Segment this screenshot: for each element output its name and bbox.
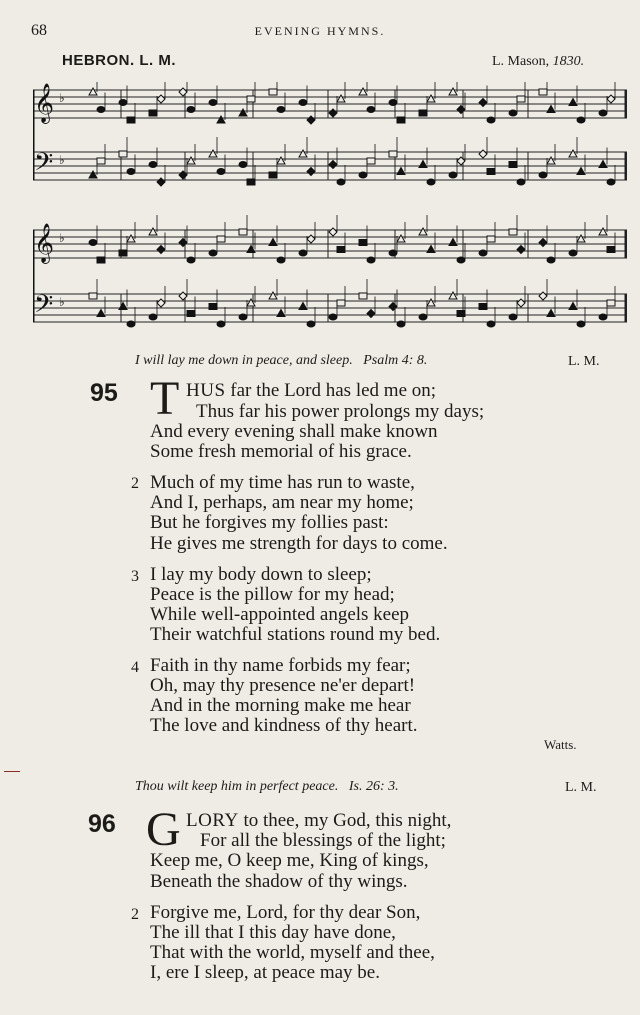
- note-head: [157, 299, 165, 307]
- note-head: [209, 304, 217, 310]
- hymn-95-line: And every evening shall make known: [150, 421, 438, 442]
- bass-clef-icon: 𝄢: [34, 290, 54, 325]
- note-head: [307, 235, 315, 243]
- hymn-96-line: I, ere I sleep, at peace may be.: [150, 962, 380, 983]
- note-head: [547, 310, 555, 317]
- hymn-95-line: Peace is the pillow for my head;: [150, 584, 395, 605]
- note-head: [569, 150, 577, 157]
- flat-icon: ♭: [59, 91, 65, 105]
- note-head: [247, 96, 255, 102]
- note-head: [277, 310, 285, 317]
- note-head: [299, 250, 307, 256]
- note-head: [427, 179, 435, 185]
- treble-clef-icon: 𝄞: [34, 83, 55, 123]
- note-head: [337, 300, 345, 306]
- note-head: [187, 311, 195, 317]
- hymn-95-line: Thus far his power prolongs my days;: [196, 401, 485, 422]
- note-head: [89, 171, 97, 178]
- note-head: [119, 100, 127, 106]
- note-head: [149, 314, 157, 320]
- note-head: [187, 107, 195, 113]
- music-score: [33, 82, 627, 334]
- note-head: [457, 311, 465, 317]
- note-head: [359, 293, 367, 299]
- note-head: [149, 162, 157, 168]
- note-head: [517, 179, 525, 185]
- note-head: [509, 314, 517, 320]
- note-head: [457, 157, 465, 165]
- note-head: [269, 292, 277, 299]
- note-head: [119, 250, 127, 256]
- note-head: [299, 150, 307, 157]
- composer-name: L. Mason,: [492, 54, 550, 69]
- note-head: [547, 106, 555, 113]
- note-head: [389, 303, 397, 311]
- hymn-96-line: Beneath the shadow of thy wings.: [150, 871, 408, 892]
- note-head: [307, 116, 315, 124]
- note-head: [217, 321, 225, 327]
- note-head: [449, 172, 457, 178]
- note-head: [607, 179, 615, 185]
- note-head: [539, 292, 547, 300]
- note-head: [419, 161, 427, 168]
- hymn-95-reference: Psalm 4: 8.: [363, 353, 428, 368]
- note-head: [157, 178, 165, 186]
- stanza-number: 2: [131, 475, 139, 492]
- note-head: [239, 109, 247, 116]
- hymn-95-line: I lay my body down to sleep;: [150, 564, 372, 585]
- note-head: [479, 99, 487, 107]
- note-head: [389, 100, 397, 106]
- note-head: [547, 257, 555, 263]
- note-head: [247, 179, 255, 185]
- note-head: [539, 89, 547, 95]
- note-head: [479, 250, 487, 256]
- note-head: [487, 321, 495, 327]
- note-head: [179, 88, 187, 96]
- stanza-number: 4: [131, 659, 139, 676]
- hymn-95-line: But he forgives my follies past:: [150, 512, 389, 533]
- note-head: [89, 88, 97, 95]
- note-head: [209, 100, 217, 106]
- note-head: [487, 117, 495, 123]
- hymn-96-number: 96: [88, 810, 116, 838]
- note-head: [337, 179, 345, 185]
- note-head: [247, 246, 255, 253]
- hymn-96-reference: Is. 26: 3.: [348, 779, 399, 794]
- note-head: [449, 88, 457, 95]
- note-head: [187, 257, 195, 263]
- note-head: [397, 235, 405, 242]
- bass-clef-icon: 𝄢: [34, 148, 54, 183]
- note-head: [329, 314, 337, 320]
- note-head: [157, 95, 165, 103]
- hymn-96-line: That with the world, myself and thee,: [150, 942, 435, 963]
- note-head: [607, 247, 615, 253]
- hymn-96-line: The ill that I this day have done,: [150, 922, 396, 943]
- note-head: [299, 303, 307, 310]
- note-head: [419, 314, 427, 320]
- note-head: [179, 239, 187, 247]
- note-head: [607, 300, 615, 306]
- note-head: [569, 303, 577, 310]
- note-head: [277, 257, 285, 263]
- note-head: [179, 171, 187, 179]
- note-head: [457, 106, 465, 114]
- hymn-96-meter: L. M.: [565, 780, 597, 795]
- note-head: [479, 304, 487, 310]
- hymn-95-line: Some fresh memorial of his grace.: [150, 441, 412, 462]
- hymn-95-line: Their watchful stations round my bed.: [150, 624, 441, 645]
- note-head: [239, 162, 247, 168]
- note-head: [97, 310, 105, 317]
- note-head: [367, 310, 375, 318]
- note-head: [517, 246, 525, 254]
- note-head: [299, 100, 307, 106]
- note-head: [337, 247, 345, 253]
- stanza-number: 3: [131, 568, 139, 585]
- note-head: [277, 157, 285, 164]
- treble-clef-icon: 𝄞: [34, 223, 55, 263]
- hymn-95-line: And I, perhaps, am near my home;: [150, 492, 414, 513]
- note-head: [599, 110, 607, 116]
- note-head: [599, 161, 607, 168]
- note-head: [577, 168, 585, 175]
- hymn-95-line: He gives me strength for days to come.: [150, 533, 448, 554]
- hymn-95-line: While well-appointed angels keep: [150, 604, 410, 625]
- hymn-95-line: The love and kindness of thy heart.: [150, 715, 418, 736]
- hymn-95-line: Much of my time has run to waste,: [150, 472, 415, 493]
- note-head: [539, 239, 547, 247]
- hymn-95-number: 95: [90, 379, 118, 407]
- hymn-96-epigraph: Thou wilt keep him in perfect peace. Is. 26: 3.: [135, 779, 399, 794]
- hymn-95-epigraph: I will lay me down in peace, and sleep. Psalm 4: 8.: [135, 353, 428, 368]
- note-head: [119, 151, 127, 157]
- note-head: [179, 292, 187, 300]
- note-head: [269, 172, 277, 178]
- note-head: [127, 235, 135, 242]
- note-head: [329, 109, 337, 117]
- note-head: [367, 257, 375, 263]
- hymn-96-line: Forgive me, Lord, for thy dear Son,: [150, 902, 421, 923]
- note-head: [89, 240, 97, 246]
- note-head: [187, 157, 195, 164]
- hymn-95-author: Watts.: [544, 737, 577, 752]
- note-head: [569, 250, 577, 256]
- note-head: [337, 95, 345, 102]
- note-head: [217, 236, 225, 242]
- note-head: [359, 88, 367, 95]
- note-head: [449, 292, 457, 299]
- note-head: [427, 299, 435, 306]
- hymn-95-line: And in the morning make me hear: [150, 695, 411, 716]
- note-head: [427, 246, 435, 253]
- note-head: [269, 239, 277, 246]
- hymn-95-drop-cap: T: [150, 372, 180, 425]
- note-head: [449, 239, 457, 246]
- note-head: [149, 110, 157, 116]
- note-head: [97, 107, 105, 113]
- note-head: [367, 158, 375, 164]
- note-head: [457, 257, 465, 263]
- note-head: [359, 172, 367, 178]
- tune-composer: [492, 54, 584, 70]
- hymn-96-line: For all the blessings of the light;: [200, 830, 446, 851]
- page-number: 68: [31, 22, 47, 39]
- stanza-number: 2: [131, 906, 139, 923]
- note-head: [149, 228, 157, 235]
- note-head: [389, 250, 397, 256]
- note-head: [487, 236, 495, 242]
- hymn-96-first-line: LORY to thee, my God, this night,: [186, 810, 452, 831]
- note-head: [247, 299, 255, 306]
- note-head: [487, 169, 495, 175]
- note-head: [209, 150, 217, 157]
- hymn-95-line: Faith in thy name forbids my fear;: [150, 655, 411, 676]
- note-head: [539, 172, 547, 178]
- hymn-95-line: Oh, may thy presence ne'er depart!: [150, 675, 416, 696]
- note-head: [367, 107, 375, 113]
- flat-icon: ♭: [59, 231, 65, 245]
- note-head: [307, 168, 315, 176]
- note-head: [577, 235, 585, 242]
- note-head: [509, 162, 517, 168]
- note-head: [577, 117, 585, 123]
- note-head: [157, 246, 165, 254]
- note-head: [419, 228, 427, 235]
- note-head: [217, 116, 225, 123]
- note-head: [419, 110, 427, 116]
- note-head: [577, 321, 585, 327]
- note-head: [509, 229, 517, 235]
- note-head: [397, 321, 405, 327]
- hymn-96-drop-cap: G: [146, 803, 181, 856]
- note-head: [427, 95, 435, 102]
- note-head: [547, 157, 555, 164]
- composer-year: 1830.: [552, 54, 585, 69]
- note-head: [517, 299, 525, 307]
- note-head: [239, 314, 247, 320]
- note-head: [127, 169, 135, 175]
- hymn-95-meter: L. M.: [568, 354, 600, 369]
- note-head: [569, 99, 577, 106]
- note-head: [97, 257, 105, 263]
- running-head: EVENING HYMNS.: [254, 24, 386, 38]
- note-head: [119, 303, 127, 310]
- note-head: [359, 240, 367, 246]
- note-head: [209, 250, 217, 256]
- note-head: [127, 117, 135, 123]
- flat-icon: ♭: [59, 153, 65, 167]
- flat-icon: ♭: [59, 295, 65, 309]
- note-head: [599, 228, 607, 235]
- note-head: [517, 96, 525, 102]
- note-head: [599, 314, 607, 320]
- note-head: [607, 95, 615, 103]
- note-head: [397, 117, 405, 123]
- hymn-96-line: Keep me, O keep me, King of kings,: [150, 850, 429, 871]
- note-head: [479, 150, 487, 158]
- note-head: [277, 107, 285, 113]
- note-head: [127, 321, 135, 327]
- note-head: [389, 151, 397, 157]
- note-head: [217, 169, 225, 175]
- note-head: [269, 89, 277, 95]
- hymn-95-first-line: HUS far the Lord has led me on;: [186, 380, 437, 401]
- note-head: [329, 228, 337, 236]
- note-head: [509, 110, 517, 116]
- note-head: [97, 158, 105, 164]
- note-head: [239, 229, 247, 235]
- margin-mark: [4, 771, 20, 772]
- note-head: [89, 293, 97, 299]
- tune-name: HEBRON. L. M.: [62, 52, 176, 69]
- note-head: [307, 321, 315, 327]
- note-head: [397, 168, 405, 175]
- note-head: [329, 161, 337, 169]
